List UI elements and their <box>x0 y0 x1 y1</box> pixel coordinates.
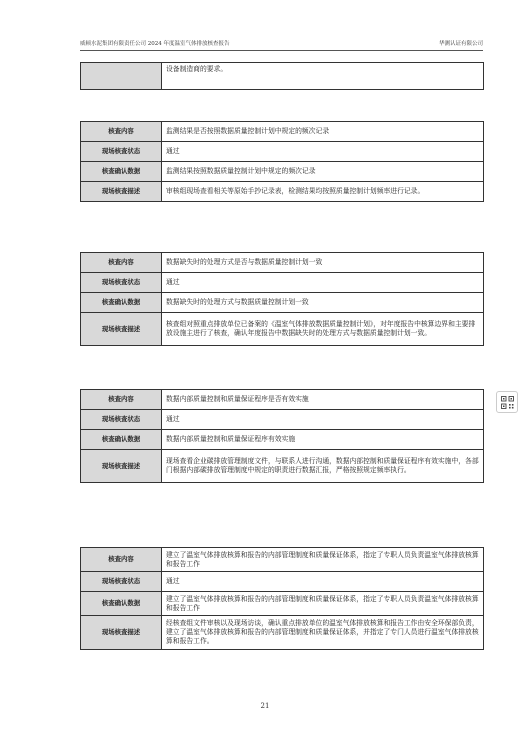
label-cell <box>81 63 162 90</box>
table-row <box>81 63 484 90</box>
table-row <box>81 313 484 346</box>
label-cell: 核查内容 <box>81 390 162 410</box>
table-row <box>81 162 484 182</box>
value-cell: 通过 <box>162 410 484 430</box>
table-row <box>81 410 484 430</box>
value-cell: 数据缺失时的处理方式是否与数据质量控制计划一致 <box>162 253 484 273</box>
label-cell: 现场核查状态 <box>81 273 162 293</box>
table-row <box>81 122 484 142</box>
value-cell: 设备制造商的要求。 <box>162 63 484 90</box>
table-row <box>81 273 484 293</box>
table-row <box>81 142 484 162</box>
label-cell: 现场核查描述 <box>81 313 162 346</box>
check-table-2 <box>80 252 484 346</box>
value-cell: 审核组现场查看相关等原始手抄记录表，检测结果均按照质量控制计划频率进行记录。 <box>162 182 484 202</box>
table-row <box>81 430 484 450</box>
label-cell: 核查确认数据 <box>81 430 162 450</box>
label-cell: 现场核查状态 <box>81 410 162 430</box>
table-row <box>81 182 484 202</box>
check-table-3 <box>80 389 484 483</box>
label-cell: 核查确认数据 <box>81 293 162 313</box>
table-row <box>81 390 484 410</box>
table-row <box>81 592 484 616</box>
table-row <box>81 293 484 313</box>
table-row <box>81 450 484 483</box>
value-cell: 通过 <box>162 273 484 293</box>
label-cell: 现场核查描述 <box>81 616 162 650</box>
label-cell: 核查内容 <box>81 548 162 572</box>
label-cell: 现场核查描述 <box>81 450 162 483</box>
header-right-company: 华测认证有限公司 <box>438 41 483 47</box>
continuation-table <box>80 62 484 90</box>
table-row <box>81 548 484 572</box>
value-cell: 核查组对照重点排放单位已备案的《温室气体排放数据质量控制计划》，对年度报告中核算边界和主要排放设施主进行了核查，确认年度报告中数据缺失时的处理方式与数据质量控制计划一致。 <box>162 313 484 346</box>
page-header <box>80 39 483 51</box>
value-cell: 现场查看企业碳排放管理制度文件，与联系人进行沟通，数据内部控制和质量保证程序有效实施中，各部门根据内部碳排放管理制度中规定的职责进行数据汇报，严格按照规定频率执行。 <box>162 450 484 483</box>
qr-scan-button[interactable] <box>496 391 518 413</box>
label-cell: 现场核查描述 <box>81 182 162 202</box>
header-left-title: 威顿水泥集团有限责任公司 2024 年度温室气体排放核查报告 <box>80 41 230 47</box>
page-number: 21 <box>260 702 270 710</box>
value-cell: 监测结果是否按照数据质量控制计划中规定的频次记录 <box>162 122 484 142</box>
table-row <box>81 616 484 650</box>
label-cell: 现场核查状态 <box>81 572 162 592</box>
value-cell: 数据内部质量控制和质量保证程序有效实施 <box>162 430 484 450</box>
value-cell: 建立了温室气体排放核算和报告的内部管理制度和质量保证体系，指定了专职人员负责温室气体排放核算和报告工作 <box>162 592 484 616</box>
label-cell: 核查内容 <box>81 253 162 273</box>
label-cell: 核查确认数据 <box>81 592 162 616</box>
check-table-4 <box>80 547 484 650</box>
value-cell: 数据内部质量控制和质量保证程序是否有效实施 <box>162 390 484 410</box>
value-cell: 经核查组文件审核以及现场访谈，确认重点排放单位的温室气体排放核算和报告工作由安全环保部负责，建立了温室气体排放核算和报告的内部管理制度和质量保证体系，并指定了专门人员进行温室气体排放核算和报告工作。 <box>162 616 484 650</box>
value-cell: 建立了温室气体排放核算和报告的内部管理制度和质量保证体系，指定了专职人员负责温室气体排放核算和报告工作 <box>162 548 484 572</box>
qr-scan-icon <box>501 396 514 409</box>
value-cell: 通过 <box>162 572 484 592</box>
table-row <box>81 572 484 592</box>
value-cell: 数据缺失时的处理方式与数据质量控制计划一致 <box>162 293 484 313</box>
value-cell: 通过 <box>162 142 484 162</box>
table-row <box>81 253 484 273</box>
label-cell: 核查确认数据 <box>81 162 162 182</box>
value-cell: 监测结果按照数据质量控制计划中规定的频次记录 <box>162 162 484 182</box>
label-cell: 核查内容 <box>81 122 162 142</box>
check-table-1 <box>80 121 484 202</box>
label-cell: 现场核查状态 <box>81 142 162 162</box>
